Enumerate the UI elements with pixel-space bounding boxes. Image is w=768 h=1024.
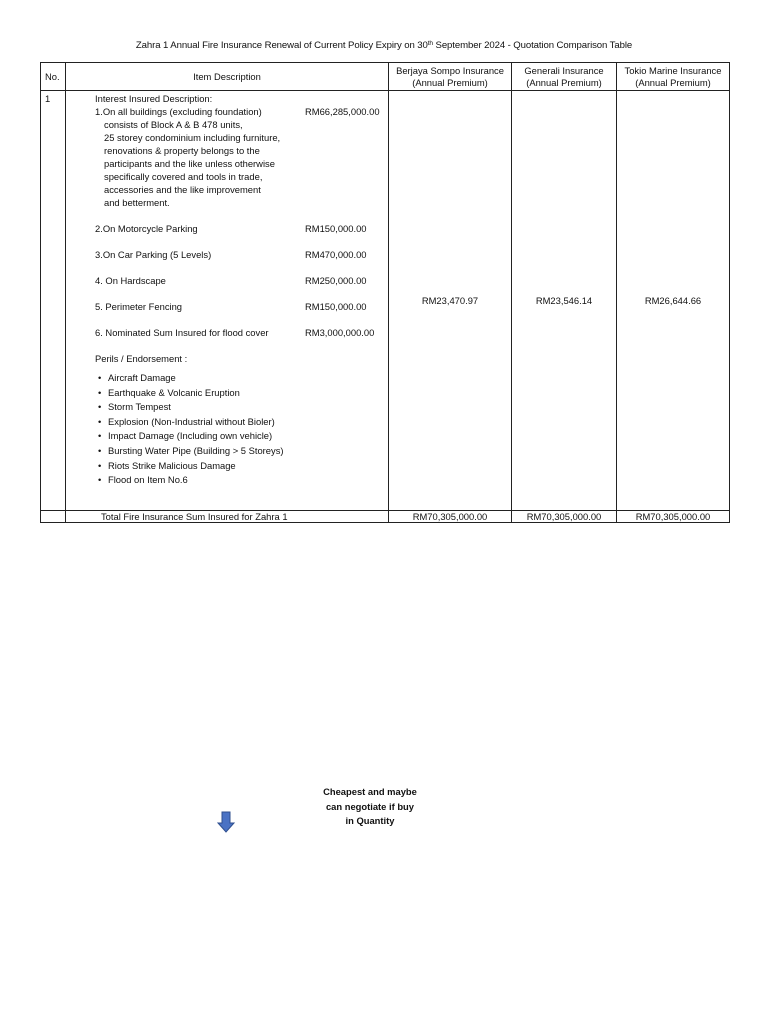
down-arrow-icon (217, 811, 235, 833)
item-4-amount: RM250,000.00 (305, 275, 367, 286)
bullet-icon: • (98, 401, 102, 413)
item-6-line (95, 326, 388, 339)
item-1-line (95, 105, 388, 118)
item-5-label: 5. Perimeter Fencing (95, 301, 183, 312)
cheapest-note (300, 785, 440, 829)
perils-heading: Perils / Endorsement : (95, 353, 188, 364)
bullet-icon: • (98, 415, 102, 427)
peril-label: Aircraft Damage (108, 372, 176, 383)
item-6-amount: RM3,000,000.00 (305, 327, 375, 338)
item-2-line (95, 222, 388, 235)
peril-label: Flood on Item No.6 (108, 474, 188, 486)
item-1-detail: and betterment. (104, 197, 170, 208)
item-1-detail: renovations & property belongs to the (104, 145, 260, 156)
item-1-label: 1.On all buildings (excluding foundation) (95, 106, 262, 117)
header-text: Generali Insurance (524, 65, 604, 76)
item-1-detail: accessories and the like improvement (104, 184, 261, 195)
list-item (95, 429, 388, 444)
peril-label: Bursting Water Pipe (Building > 5 Storeys) (108, 444, 284, 456)
list-item (95, 386, 388, 401)
item-4-label: 4. On Hardscape (95, 275, 166, 286)
item-3-line (95, 248, 388, 261)
bullet-icon: • (98, 372, 102, 383)
total-tokio-marine: RM70,305,000.00 (617, 511, 730, 523)
bullet-icon: • (98, 474, 102, 486)
header-subtext: (Annual Premium) (412, 76, 488, 88)
item-1-detail: consists of Block A & B 478 units, (104, 119, 243, 130)
table-row-total (41, 511, 730, 523)
bullet-icon: • (98, 386, 102, 398)
total-no-cell (41, 511, 66, 523)
list-item (95, 415, 388, 430)
item-1-detail: specifically covered and tools in trade, (104, 171, 263, 182)
header-subtext: (Annual Premium) (526, 76, 602, 88)
perils-list (95, 371, 388, 488)
list-item (95, 444, 388, 459)
header-no: No. (41, 63, 66, 91)
premium-generali: RM23,546.14 (512, 91, 617, 511)
item-1-amount: RM66,285,000.00 (305, 106, 380, 117)
header-text: Berjaya Sompo Insurance (396, 65, 504, 76)
note-line: can negotiate if buy (325, 800, 415, 812)
page-title (0, 40, 768, 51)
premium-tokio-marine: RM26,644.66 (617, 91, 730, 511)
item-5-amount: RM150,000.00 (305, 301, 367, 312)
item-1-detail: participants and the like unless otherwise (104, 158, 275, 169)
premium-berjaya-sompo: RM23,470.97 (389, 91, 512, 511)
total-generali: RM70,305,000.00 (512, 511, 617, 523)
note-line: in Quantity (345, 815, 395, 826)
peril-label: Earthquake & Volcanic Eruption (108, 386, 240, 398)
note-line: Cheapest and maybe (323, 786, 417, 797)
peril-label: Explosion (Non-Industrial without Bioler) (108, 415, 275, 427)
table-header-row (41, 63, 730, 91)
item-description-cell (66, 91, 389, 511)
total-label: Total Fire Insurance Sum Insured for Zahra 1 (66, 511, 389, 523)
header-text: Tokio Marine Insurance (624, 65, 722, 76)
item-5-line (95, 300, 388, 313)
title-text: Zahra 1 Annual Fire Insurance Renewal of Current Policy Expiry on 30 (135, 40, 428, 51)
header-item-description: Item Description (66, 63, 389, 91)
header-tokio-marine (617, 63, 730, 91)
quotation-comparison-table (40, 62, 730, 523)
peril-label: Storm Tempest (108, 401, 171, 413)
item-1-detail: 25 storey condominium including furniture, (104, 132, 281, 143)
peril-label: Riots Strike Malicious Damage (108, 459, 236, 471)
item-3-amount: RM470,000.00 (305, 249, 367, 260)
title-text-end: September 2024 - Quotation Comparison Table (432, 40, 633, 51)
interest-heading: Interest Insured Description: (95, 93, 213, 104)
list-item (95, 371, 388, 386)
down-arrow-shape (218, 812, 234, 832)
bullet-icon: • (98, 444, 102, 456)
list-item (95, 473, 388, 488)
item-6-label: 6. Nominated Sum Insured for flood cover (95, 327, 269, 338)
item-3-label: 3.On Car Parking (5 Levels) (95, 249, 212, 260)
bullet-icon: • (98, 459, 102, 471)
title-superscript: th (427, 40, 433, 47)
list-item (95, 400, 388, 415)
peril-label: Impact Damage (Including own vehicle) (108, 430, 273, 442)
table-row-item-1 (41, 91, 730, 511)
header-subtext: (Annual Premium) (635, 76, 711, 88)
item-2-label: 2.On Motorcycle Parking (95, 223, 198, 234)
total-berjaya-sompo: RM70,305,000.00 (389, 511, 512, 523)
header-berjaya-sompo (389, 63, 512, 91)
list-item (95, 459, 388, 474)
bullet-icon: • (98, 430, 102, 442)
header-generali (512, 63, 617, 91)
item-2-amount: RM150,000.00 (305, 223, 367, 234)
row-number: 1 (41, 91, 66, 511)
item-4-line (95, 274, 388, 287)
